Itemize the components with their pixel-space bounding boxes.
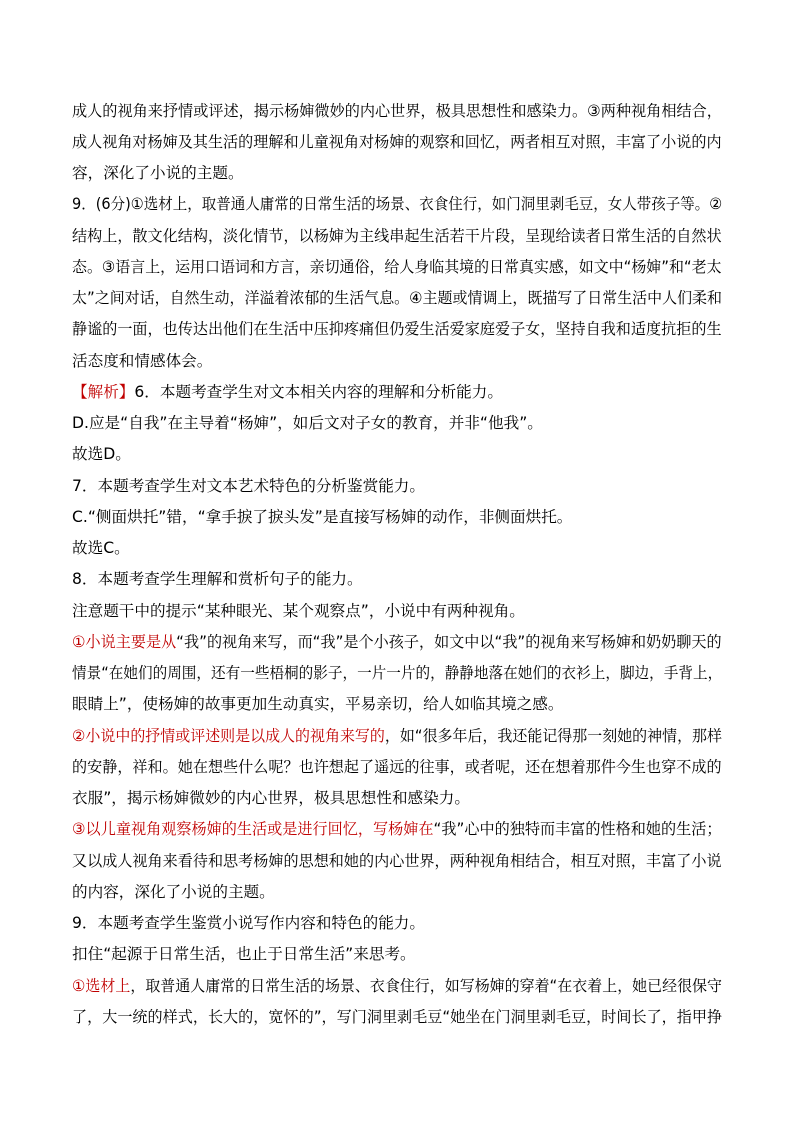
analysis-8-heading: 8．本题考查学生理解和赏析句子的能力。 <box>72 570 363 588</box>
answer-9-line-1: 9．(6分)①选材上，取普通人庸常的日常生活的场景、衣食住行，如门洞里剥毛豆，女人带孩子等。② <box>72 195 723 213</box>
analysis-8-point-3: ③以儿童视角观察杨婶的生活或是进行回忆，写杨婶在“我”心中的独特而丰富的性格和她的生活； <box>72 820 722 838</box>
answer-9-line-2: 结构上，散文化结构，淡化情节，以杨婶为主线串起生活若干片段，呈现给读者日常生活的自然状 <box>72 227 722 245</box>
analysis-6-choice: 故选D。 <box>72 445 131 463</box>
analysis-8-point-1: ①小说主要是从“我”的视角来写，而“我”是个小孩子，如文中以“我”的视角来写杨婶和奶奶聊天的 <box>72 633 722 651</box>
analysis-7-heading: 7．本题考查学生对文本艺术特色的分析鉴赏能力。 <box>72 477 425 495</box>
analysis-8-point-2-end: 衣服”，揭示杨婶微妙的内心世界，极具思想性和感染力。 <box>72 789 470 807</box>
analysis-9-hint: 扣住“起源于日常生活，也止于日常生活”来思考。 <box>72 945 416 963</box>
answer-9-line-5: 静谧的一面，也传达出他们在生活中压抑疼痛但仍爱生活爱家庭爱子女，坚持自我和适度抗拒的生 <box>72 320 722 338</box>
analysis-8-point-1-end: 眼睛上”，使杨婶的故事更加生动真实，平易亲切，给人如临其境之感。 <box>72 695 564 713</box>
analysis-8-point-2-cont: 的安静，祥和。她在想些什么呢？也许想起了遥远的往事，或者呢，还在想着那件今生也穿不成的 <box>72 758 722 776</box>
text-line-3: 容，深化了小说的主题。 <box>72 164 244 182</box>
analysis-8-point-3-cont: 又以成人视角来看待和思考杨婶的思想和她的内心世界，两种视角相结合，相互对照，丰富了小说 <box>72 852 722 870</box>
answer-9-line-6: 活态度和情感体会。 <box>72 352 213 370</box>
analysis-6-heading: 【解析】6．本题考查学生对文本相关内容的理解和分析能力。 <box>72 383 503 401</box>
analysis-7-line: C.“侧面烘托”错，“拿手捩了捩头发”是直接写杨婶的动作，非侧面烘托。 <box>72 508 573 526</box>
analysis-7-choice: 故选C。 <box>72 539 130 557</box>
analysis-9-point-1-cont: 了，大一统的样式，长大的，宽怀的”，写门洞里剥毛豆“她坐在门洞里剥毛豆，时间长了，指甲挣 <box>72 1008 723 1026</box>
analysis-8-hint: 注意题干中的提示“某种眼光、某个观察点”，小说中有两种视角。 <box>72 602 525 620</box>
analysis-8-point-2: ②小说中的抒情或评述则是以成人的视角来写的，如“很多年后，我还能记得那一刻她的神情，那样 <box>72 727 723 745</box>
analysis-tag: 【解析】 <box>72 383 135 401</box>
analysis-9-point-1: ①选材上，取普通人庸常的日常生活的场景、衣食住行，如写杨婶的穿着“在衣着上，她已经很保守 <box>72 977 723 995</box>
answer-9-line-3: 态。③语言上，运用口语词和方言，亲切通俗，给人身临其境的日常真实感，如文中“杨婶”和“老太 <box>72 258 722 276</box>
analysis-8-point-1-cont: 情景“在她们的周围，还有一些梧桐的影子，一片一片的，静静地落在她们的衣衫上，脚边，手背上， <box>72 664 723 682</box>
analysis-8-point-3-end: 的内容，深化了小说的主题。 <box>72 883 275 901</box>
analysis-9-heading: 9．本题考查学生鉴赏小说写作内容和特色的能力。 <box>72 914 425 932</box>
text-line-1: 成人的视角来抒情或评述，揭示杨婶微妙的内心世界，极具思想性和感染力。③两种视角相结合， <box>72 102 722 120</box>
answer-9-line-4: 太”之间对话，自然生动，洋溢着浓郁的生活气息。④主题或情调上，既描写了日常生活中人们柔和 <box>72 289 722 307</box>
text-line-2: 成人视角对杨婶及其生活的理解和儿童视角对杨婶的观察和回忆，两者相互对照，丰富了小说的内 <box>72 133 722 151</box>
analysis-6-line: D.应是“自我”在主导着“杨婶”，如后文对子女的教育，并非“他我”。 <box>72 414 543 432</box>
